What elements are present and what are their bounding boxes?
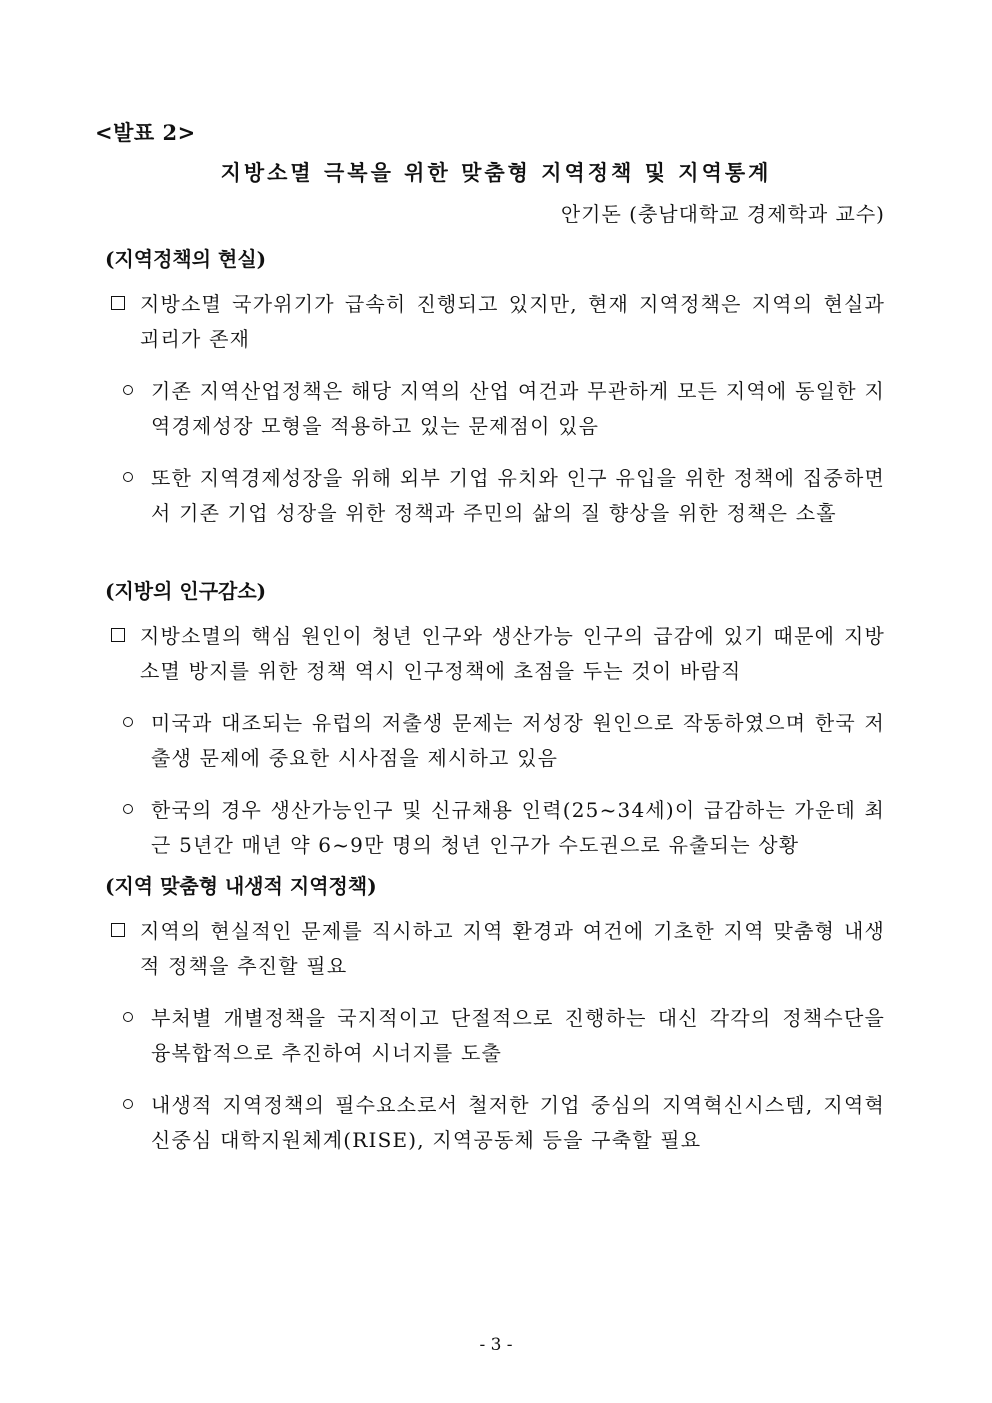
square-bullet-icon bbox=[111, 296, 125, 310]
circle-bullet-icon bbox=[123, 804, 133, 814]
circle-bullet-icon bbox=[123, 717, 133, 727]
section-population-decline bbox=[105, 572, 885, 863]
circle-item bbox=[105, 1088, 885, 1158]
square-item bbox=[105, 914, 885, 984]
circle-item-text: 또한 지역경제성장을 위해 외부 기업 유치와 인구 유입을 위한 정책에 집중하면서 기존 기업 성장을 위한 정책과 주민의 삶의 질 향상을 위한 정책은 소홀 bbox=[151, 466, 885, 525]
circle-item-text: 미국과 대조되는 유럽의 저출생 문제는 저성장 원인으로 작동하였으며 한국 저출생 문제에 중요한 시사점을 제시하고 있음 bbox=[151, 711, 885, 770]
section-title: (지역 맞춤형 내생적 지역정책) bbox=[105, 874, 377, 898]
circle-bullet-icon bbox=[123, 1012, 133, 1022]
circle-item-text: 기존 지역산업정책은 해당 지역의 산업 여건과 무관하게 모든 지역에 동일한 지역경제성장 모형을 적용하고 있는 문제점이 있음 bbox=[151, 379, 885, 438]
square-bullet-icon bbox=[111, 923, 125, 937]
circle-bullet-icon bbox=[123, 1099, 133, 1109]
square-bullet-icon bbox=[111, 628, 125, 642]
author-line: 안기돈 (충남대학교 경제학과 교수) bbox=[560, 202, 885, 226]
circle-item bbox=[105, 1001, 885, 1071]
circle-item-text: 한국의 경우 생산가능인구 및 신규채용 인력(25~34세)이 급감하는 가운데 최근 5년간 매년 약 6~9만 명의 청년 인구가 수도권으로 유출되는 상황 bbox=[151, 798, 885, 857]
circle-bullet-icon bbox=[123, 472, 133, 482]
square-item bbox=[105, 287, 885, 357]
square-item bbox=[105, 619, 885, 689]
page-number: - 3 - bbox=[479, 1335, 513, 1355]
square-item-text: 지방소멸 국가위기가 급속히 진행되고 있지만, 현재 지역정책은 지역의 현실과 괴리가 존재 bbox=[140, 292, 885, 351]
circle-item-text: 내생적 지역정책의 필수요소로서 철저한 기업 중심의 지역혁신시스템, 지역혁신중심 대학지원체계(RISE), 지역공동체 등을 구축할 필요 bbox=[151, 1093, 885, 1152]
circle-item-text: 부처별 개별정책을 국지적이고 단절적으로 진행하는 대신 각각의 정책수단을 융복합적으로 추진하여 시너지를 도출 bbox=[151, 1006, 885, 1065]
section-endogenous-policy bbox=[105, 867, 885, 1158]
presentation-label: <발표 2> bbox=[95, 120, 196, 145]
section-title: (지역정책의 현실) bbox=[105, 247, 267, 271]
section-policy-reality bbox=[105, 240, 885, 531]
circle-item bbox=[105, 793, 885, 863]
circle-bullet-icon bbox=[123, 385, 133, 395]
document-title: 지방소멸 극복을 위한 맞춤형 지역정책 및 지역통계 bbox=[220, 160, 772, 185]
circle-item bbox=[105, 461, 885, 531]
square-item-text: 지역의 현실적인 문제를 직시하고 지역 환경과 여건에 기초한 지역 맞춤형 내생적 정책을 추진할 필요 bbox=[140, 919, 885, 978]
circle-item bbox=[105, 706, 885, 776]
section-title: (지방의 인구감소) bbox=[105, 579, 267, 603]
square-item-text: 지방소멸의 핵심 원인이 청년 인구와 생산가능 인구의 급감에 있기 때문에 지방소멸 방지를 위한 정책 역시 인구정책에 초점을 두는 것이 바람직 bbox=[140, 624, 885, 683]
circle-item bbox=[105, 374, 885, 444]
